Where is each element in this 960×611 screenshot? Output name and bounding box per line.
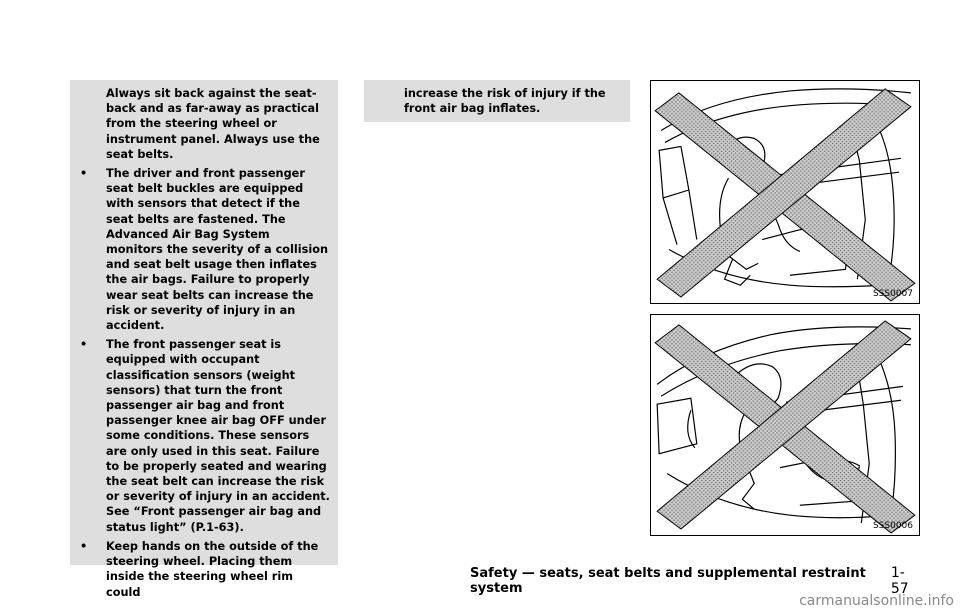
bullet-item-steering-hands	[78, 539, 330, 600]
page-number: 1-57	[890, 565, 909, 597]
bullet-text: Keep hands on the outside of the steering wheel. Placing them inside the steering wheel rim could	[106, 539, 319, 599]
bullet-item-occupant-sensors	[78, 337, 330, 535]
bullet-dot: •	[80, 539, 88, 553]
bullet-dot: •	[80, 167, 88, 181]
bullet-item-seat-belt-sensors	[78, 166, 330, 333]
bullet-text: The driver and front passenger seat belt buckles are equipped with sensors that detect if the seat belts are fastened. The Advanced Air Bag System monitors the severity of a collision and seat belt usage then inflates the air bags. Failure to properly wear seat belts can increase the risk or severity of injury in an accident.	[106, 167, 329, 333]
bullet-text: The front passenger seat is equipped with occupant classification sensors (weight sensors) that turn the front passenger air bag and front passenger knee air bag OFF under some conditions. These sensors are only used in this seat. Failure to be properly seated and wearing the seat belt can increase the risk or severity of injury in an accident. See “Front passenger air bag and status light” (P.1-63).	[106, 338, 330, 534]
footer-section-title: Safety — seats, seat belts and supplemental restraint system	[470, 566, 866, 596]
figure-label: SSS0006	[872, 521, 913, 531]
figure-sss0006	[650, 314, 920, 536]
intro-paragraph: Always sit back against the seat-back and as far-away as practical from the steering wheel or instrument panel. Always use the seat belts.	[106, 87, 320, 161]
figure-sss0007	[650, 80, 920, 304]
figure-label: SSS0007	[872, 289, 913, 299]
crossed-out-leaning-child-illustration	[651, 315, 919, 535]
text-column-left	[70, 80, 338, 599]
crossed-out-seated-child-illustration	[651, 81, 919, 303]
watermark: carmanualsonline.info	[799, 593, 954, 609]
continued-bullet-text: increase the risk of injury if the front air bag inflates.	[404, 87, 606, 116]
bullet-dot: •	[80, 338, 88, 352]
text-column-middle	[364, 80, 630, 122]
